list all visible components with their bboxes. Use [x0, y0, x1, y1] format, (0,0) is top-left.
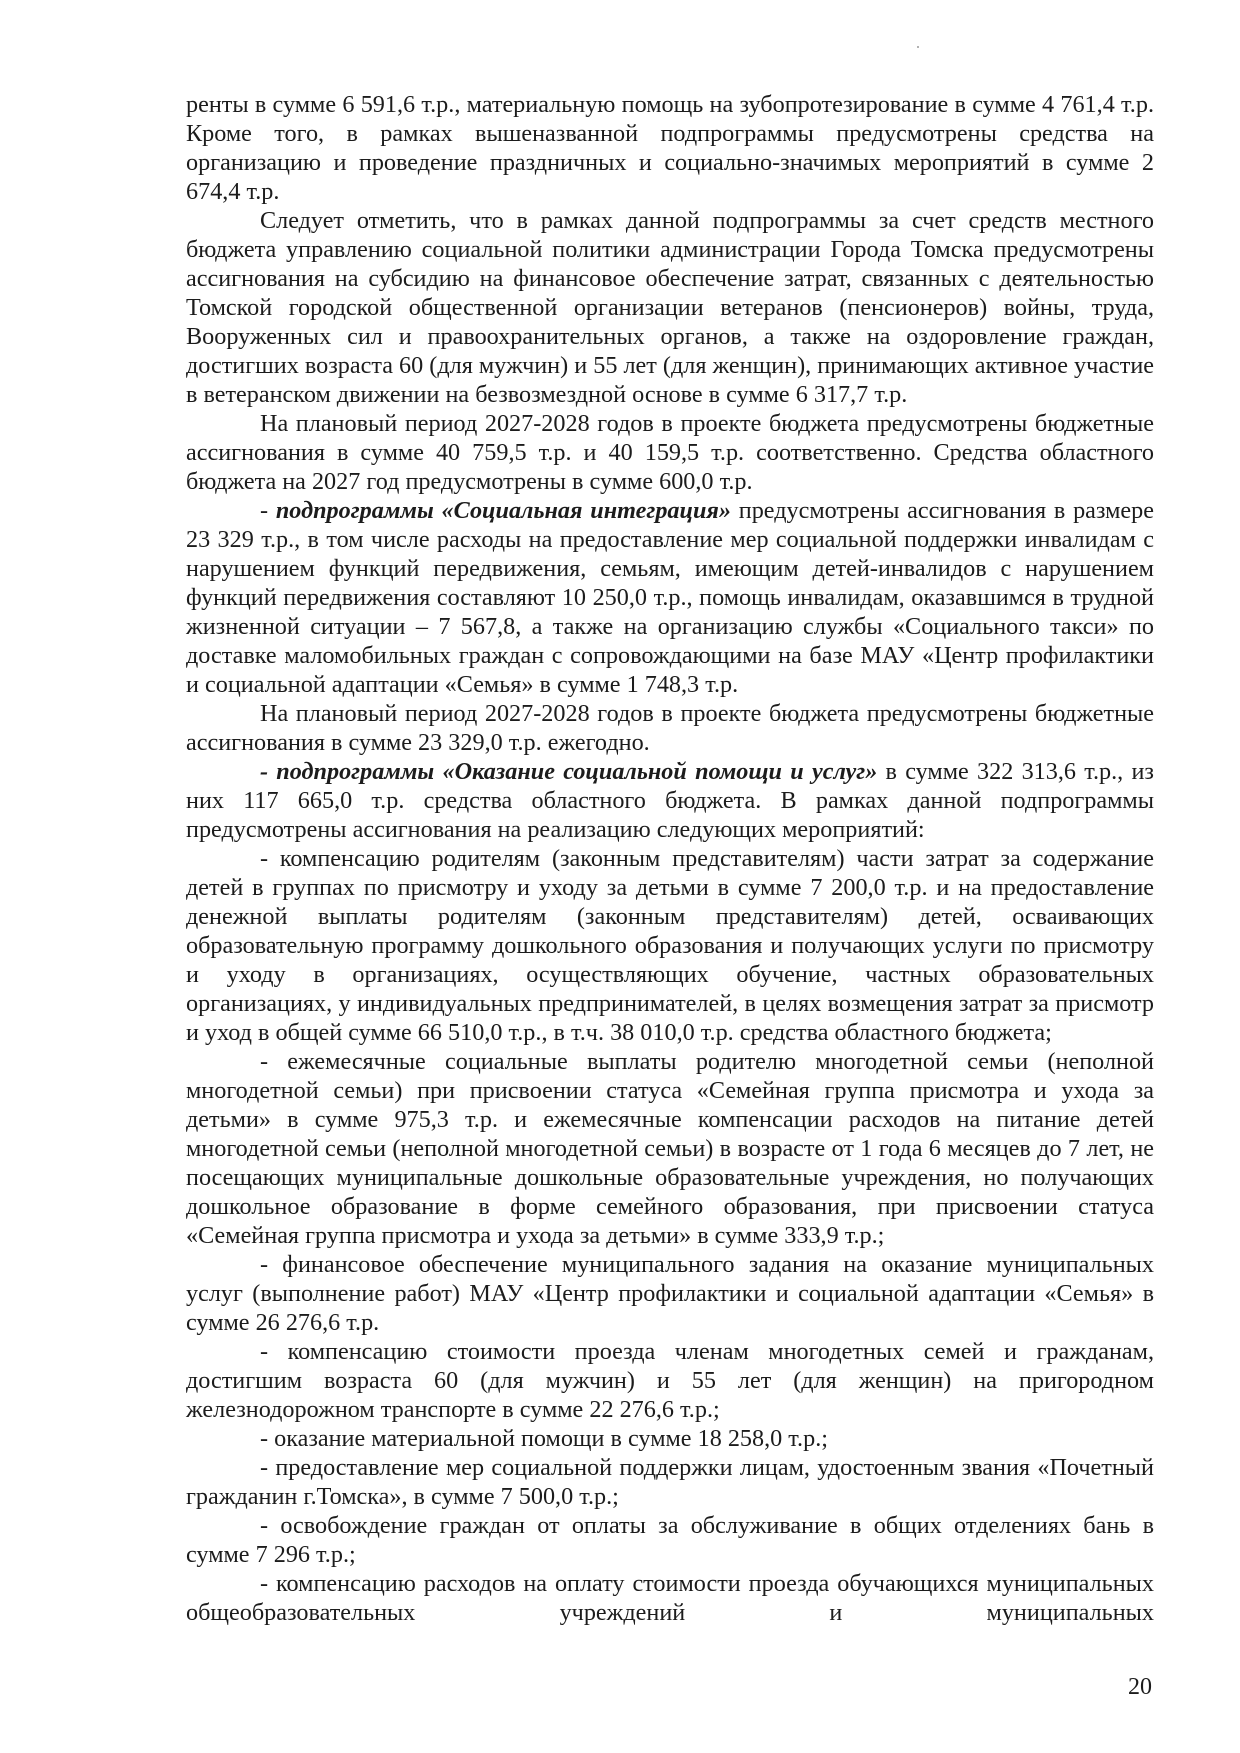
list-item: - финансовое обеспечение муниципального задания на оказание муниципальных услуг (выполнение работ) МАУ «Центр профилактики и социальной адаптации «Семья» в сумме 26 276,6 т.р. [186, 1251, 1154, 1336]
paragraph-subprogram-social-integration: - подпрограммы «Социальная интеграция» предусмотрены ассигнования в размере 23 329 т.р., в том числе расходы на предоставление мер социальной поддержки инвалидам с нарушением функций передвижения, семьям, имеющим детей-инвалидов с нарушением функций передвижения составляют 10 250,0 т.р., помощь инвалидам, оказавшимся в трудной жизненной ситуации – 7 567,8, а также на организацию службы «Социального такси» по доставке маломобильных граждан с сопровождающими на базе МАУ «Центр профилактики и социальной адаптации «Семья» в сумме 1 748,3 т.р. [186, 497, 1154, 698]
list-item: - предоставление мер социальной поддержки лицам, удостоенным звания «Почетный гражданин г.Томска», в сумме 7 500,0 т.р.; [186, 1454, 1154, 1510]
list-item: - компенсацию расходов на оплату стоимости проезда обучающихся муниципальных общеобразовательных учреждений и муниципальных [186, 1570, 1154, 1626]
scan-speck [917, 46, 919, 48]
document-body [186, 90, 1154, 1627]
paragraph-subprogram-social-assistance: - подпрограммы «Оказание социальной помощи и услуг» в сумме 322 313,6 т.р., из них 117 665,0 т.р. средства областного бюджета. В рамках данной подпрограммы предусмотрены ассигнования на реализацию следующих мероприятий: [186, 758, 1154, 843]
subprogram-title: - подпрограммы «Оказание социальной помощи и услуг» [260, 758, 878, 785]
list-item: - оказание материальной помощи в сумме 18 258,0 т.р.; [260, 1425, 828, 1452]
paragraph: На плановый период 2027-2028 годов в проекте бюджета предусмотрены бюджетные ассигнования в сумме 40 759,5 т.р. и 40 159,5 т.р. соответственно. Средства областного бюджета на 2027 год предусмотрены в сумме 600,0 т.р. [186, 410, 1154, 495]
paragraph: Следует отметить, что в рамках данной подпрограммы за счет средств местного бюджета управлению социальной политики администрации Города Томска предусмотрены ассигнования на субсидию на финансовое обеспечение затрат, связанных с деятельностью Томской городской общественной организации ветеранов (пенсионеров) войны, труда, Вооруженных сил и правоохранительных органов, а также на оздоровление граждан, достигших возраста 60 (для мужчин) и 55 лет (для женщин), принимающих активное участие в ветеранском движении на безвозмездной основе в сумме 6 317,7 т.р. [186, 207, 1154, 408]
list-item: - компенсацию стоимости проезда членам многодетных семей и гражданам, достигшим возраста 60 (для мужчин) и 55 лет (для женщин) на пригородном железнодорожном транспорте в сумме 22 276,6 т.р.; [186, 1338, 1154, 1423]
subprogram-title: подпрограммы «Социальная интеграция» [275, 497, 731, 524]
list-item: - освобождение граждан от оплаты за обслуживание в общих отделениях бань в сумме 7 296 т.р.; [186, 1512, 1154, 1568]
page-number: 20 [1128, 1674, 1152, 1700]
paragraph: На плановый период 2027-2028 годов в проекте бюджета предусмотрены бюджетные ассигнования в сумме 23 329,0 т.р. ежегодно. [186, 700, 1154, 756]
list-item: - ежемесячные социальные выплаты родителю многодетной семьи (неполной многодетной семьи) при присвоении статуса «Семейная группа присмотра и ухода за детьми» в сумме 975,3 т.р. и ежемесячные компенсации расходов на питание детей многодетной семьи (неполной многодетной семьи) в возрасте от 1 года 6 месяцев до 7 лет, не посещающих муниципальные дошкольные образовательные учреждения, но получающих дошкольное образование в форме семейного образования, при присвоении статуса «Семейная группа присмотра и ухода за детьми» в сумме 333,9 т.р.; [186, 1048, 1154, 1249]
list-item: - компенсацию родителям (законным представителям) части затрат за содержание детей в группах по присмотру и уходу за детьми в сумме 7 200,0 т.р. и на предоставление денежной выплаты родителям (законным представителям) детей, осваивающих образовательную программу дошкольного образования и получающих услуги по присмотру и уходу в организациях, осуществляющих обучение, частных образовательных организациях, у индивидуальных предпринимателей, в целях возмещения затрат за присмотр и уход в общей сумме 66 510,0 т.р., в т.ч. 38 010,0 т.р. средства областного бюджета; [186, 845, 1154, 1046]
paragraph: ренты в сумме 6 591,6 т.р., материальную помощь на зубопротезирование в сумме 4 761,4 т.р. Кроме того, в рамках вышеназванной подпрограммы предусмотрены средства на организацию и проведение праздничных и социально-значимых мероприятий в сумме 2 674,4 т.р. [186, 91, 1154, 205]
